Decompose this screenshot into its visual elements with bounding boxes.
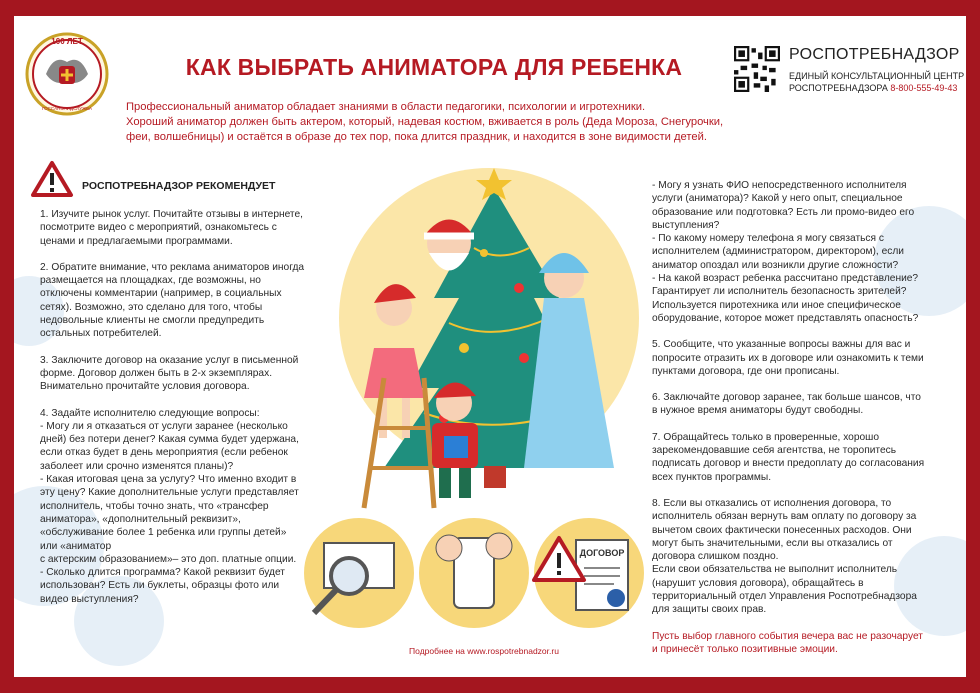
left-item: 3. Заключите договор на оказание услуг в письменной форме. Договор должен быть в 2-х экземплярах. Внимательно прочитайте условия договора. — [40, 354, 299, 393]
contract-label: ДОГОВОР — [579, 548, 625, 558]
emblem-top-text: 100 ЛЕТ — [51, 37, 83, 46]
qr-code-icon[interactable] — [734, 46, 780, 92]
left-item: 4. Задайте исполнителю следующие вопросы: - Могу ли я отказаться от услуги заранее (несколько дней) без потери денег? Какая сумма будет удержана, если отказ будет в день мероприятия (если ребенок заболеет или срочно изменятся планы)? - Какая итоговая цена за услугу? Что именно входит в эту цену? Какие дополнительные услуги представляет исполнитель, чтобы точно знать, что «трансфер аниматора», «дополнительный реквизит», «обслуживание более 1 ребенка или группы детей» или «аниматор с актерским образованием»– это доп. платные опции. - Сколько длится программа? Какой реквизит будет использован? Есть ли буклеты, образцы фото или видео выступления? — [40, 407, 299, 605]
org-name: РОСПОТРЕБНАДЗОР — [789, 46, 960, 63]
left-item: 1. Изучите рынок услуг. Почитайте отзывы в интернете, посмотрите видео с мероприятий, ознакомьтесь с ценами и предлагаемыми программами. — [40, 209, 303, 247]
right-column — [652, 179, 927, 669]
intro-text: Профессиональный аниматор обладает знаниями в области педагогики, психологии и игротехники. Хороший аниматор должен быть актером, который, надевая костюм, вживается в роль (Деда Мороза, Снегурочки, феи, волшебницы) и остаётся в образе до тех пор, пока длится праздник, и находится в зоне видимости детей. — [126, 101, 724, 143]
right-item: 5. Сообщите, что указанные вопросы важны для вас и попросите отразить их в договоре или ознакомить к теми пунктами договора, где они прописаны. — [652, 339, 924, 377]
contract-warning-icon — [534, 518, 644, 628]
anniversary-emblem-icon — [24, 24, 110, 124]
tips-icons-row — [304, 508, 644, 648]
left-column — [40, 208, 305, 619]
org-line-2 — [789, 83, 957, 93]
org-line-2-text: РОСПОТРЕБНАДЗОРА — [789, 83, 888, 93]
right-item: 7. Обращайтесь только в проверенные, хорошо зарекомендовавшие себя агентства, не торопитесь подписать договор и внести предоплату до согласования всех пунктов программы. — [652, 431, 925, 483]
closing-text: Пусть выбор главного события вечера вас не разочарует и принесёт только позитивные эмоции. — [652, 630, 923, 655]
phone-contact-icon — [419, 518, 529, 628]
right-item: - Могу я узнать ФИО непосредственного исполнителя услуги (аниматора)? Какой у него опыт, специальное образование или подготовка? Есть ли промо-видео его выступления? - По какому номеру телефона я могу связаться с исполнителем (администратором, директором), если аниматор опоздал или возникли другие сложности? - На какой возраст ребенка рассчитано представление? Гарантирует ли исполнитель безопасность зрителей? Используется пиротехника или иное специфическое оборудование, которое может представлять опасность? — [652, 180, 919, 324]
org-line-1: ЕДИНЫЙ КОНСУЛЬТАЦИОННЫЙ ЦЕНТР — [789, 71, 965, 81]
poster — [14, 16, 966, 677]
warning-triangle-icon — [30, 160, 74, 198]
recommend-title: РОСПОТРЕБНАДЗОР РЕКОМЕНДУЕТ — [82, 180, 276, 192]
page-title: КАК ВЫБРАТЬ АНИМАТОРА ДЛЯ РЕБЕНКА — [185, 54, 683, 80]
christmas-tree-illustration — [324, 148, 644, 518]
footer-link[interactable]: Подробнее на www.rospotrebnadzor.ru — [409, 646, 559, 656]
left-item: 2. Обратите внимание, что реклама аниматоров иногда размещается на площадках, где возможны, но отключены комментарии (например, в социальных сетях). Возможно, это сделано для того, чтобы недовольные клиенты не смогли предупредить остальных потребителей. — [40, 261, 305, 340]
magnifier-icon — [304, 518, 414, 628]
emblem-bottom-text: ГОССАНЭПИДСЛУЖБА — [41, 106, 93, 111]
right-item: 8. Если вы отказались от исполнения договора, то исполнитель обязан вернуть вам оплату по договору за вычетом своих фактически понесенных расходов. Они могут быть значительными, если вы отказались от договора слишком поздно. Если свои обязательства не выполнит исполнитель (нарушит условия договора), обращайтесь в территориальный отдел Управления Роспотребнадзора для защиты своих прав. — [652, 497, 917, 616]
right-item: 6. Заключайте договор заранее, так больше шансов, что в нужное время аниматоры будут свободны. — [652, 392, 921, 417]
hotline-phone[interactable]: 8-800-555-49-43 — [890, 83, 958, 93]
